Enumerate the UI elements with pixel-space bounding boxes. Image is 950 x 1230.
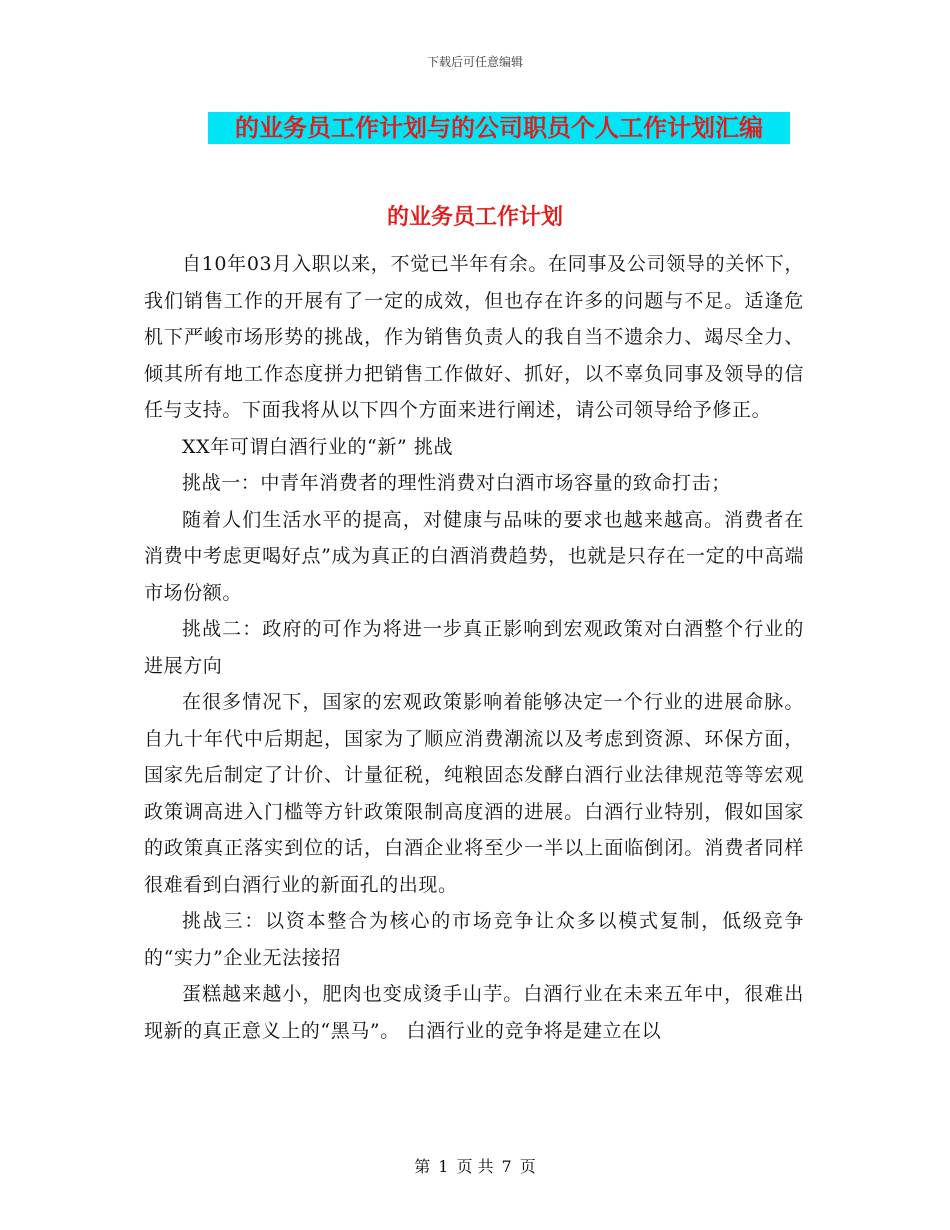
footer-page-number: 1 — [438, 1157, 449, 1176]
section-title: 的业务员工作计划 — [386, 204, 563, 230]
paragraph: 在很多情况下，国家的宏观政策影响着能够决定一个行业的进展命脉。自九十年代中后期起，国家为了顺应消费潮流以及考虑到资源、环保方面，国家先后制定了计价、计量征税，纯粮固态发酵白酒行业法律规范等等宏观政策调高进入门槛等方针政策限制高度酒的进展。白酒行业特别，假如国家的政策真正落实到位的话，白酒企业将至少一半以上面临倒闭。消费者同样很难看到白酒行业的新面孔的出现。 — [144, 691, 804, 896]
paragraph: 随着人们生活水平的提高，对健康与品味的要求也越来越高。消费者在消费中考虑更喝好点”成为真正的白酒消费趋势，也就是只存在一定的中高端市场份额。 — [144, 508, 804, 604]
header-note: 下载后可任意编辑 — [426, 55, 523, 69]
paragraph: 挑战一：中青年消费者的理性消费对白酒市场容量的致命打击； — [182, 472, 731, 494]
footer-total-pages: 7 — [501, 1157, 512, 1176]
paragraph: 挑战二：政府的可作为将进一步真正影响到宏观政策对白酒整个行业的进展方向 — [144, 618, 804, 677]
document-title: 的业务员工作计划与的公司职员个人工作计划汇编 — [208, 112, 790, 144]
paragraph: 蛋糕越来越小，肥肉也变成烫手山芋。白酒行业在未来五年中，很难出现新的真正意义上的“黑马”。 白酒行业的竞争将是建立在以 — [144, 983, 804, 1042]
paragraph: 挑战三：以资本整合为核心的市场竞争让众多以模式复制，低级竞争的“实力”企业无法接招 — [144, 910, 804, 969]
footer-middle: 页 共 — [456, 1157, 494, 1176]
paragraph: XX年可谓白酒行业的“新” 挑战 — [182, 435, 454, 458]
body-text — [144, 246, 804, 1049]
page-footer — [0, 1154, 950, 1177]
footer-suffix: 页 — [519, 1157, 536, 1176]
footer-prefix: 第 — [414, 1157, 431, 1176]
paragraph: 自10年03月入职以来，不觉已半年有余。在同事及公司领导的关怀下，我们销售工作的开展有了一定的成效，但也存在许多的问题与不足。适逢危机下严峻市场形势的挑战，作为销售负责人的我自当不遗余力、竭尽全力、倾其所有地工作态度拼力把销售工作做好、抓好，以不辜负同事及领导的信任与支持。下面我将从以下四个方面来进行阐述，请公司领导给予修正。 — [144, 253, 804, 421]
